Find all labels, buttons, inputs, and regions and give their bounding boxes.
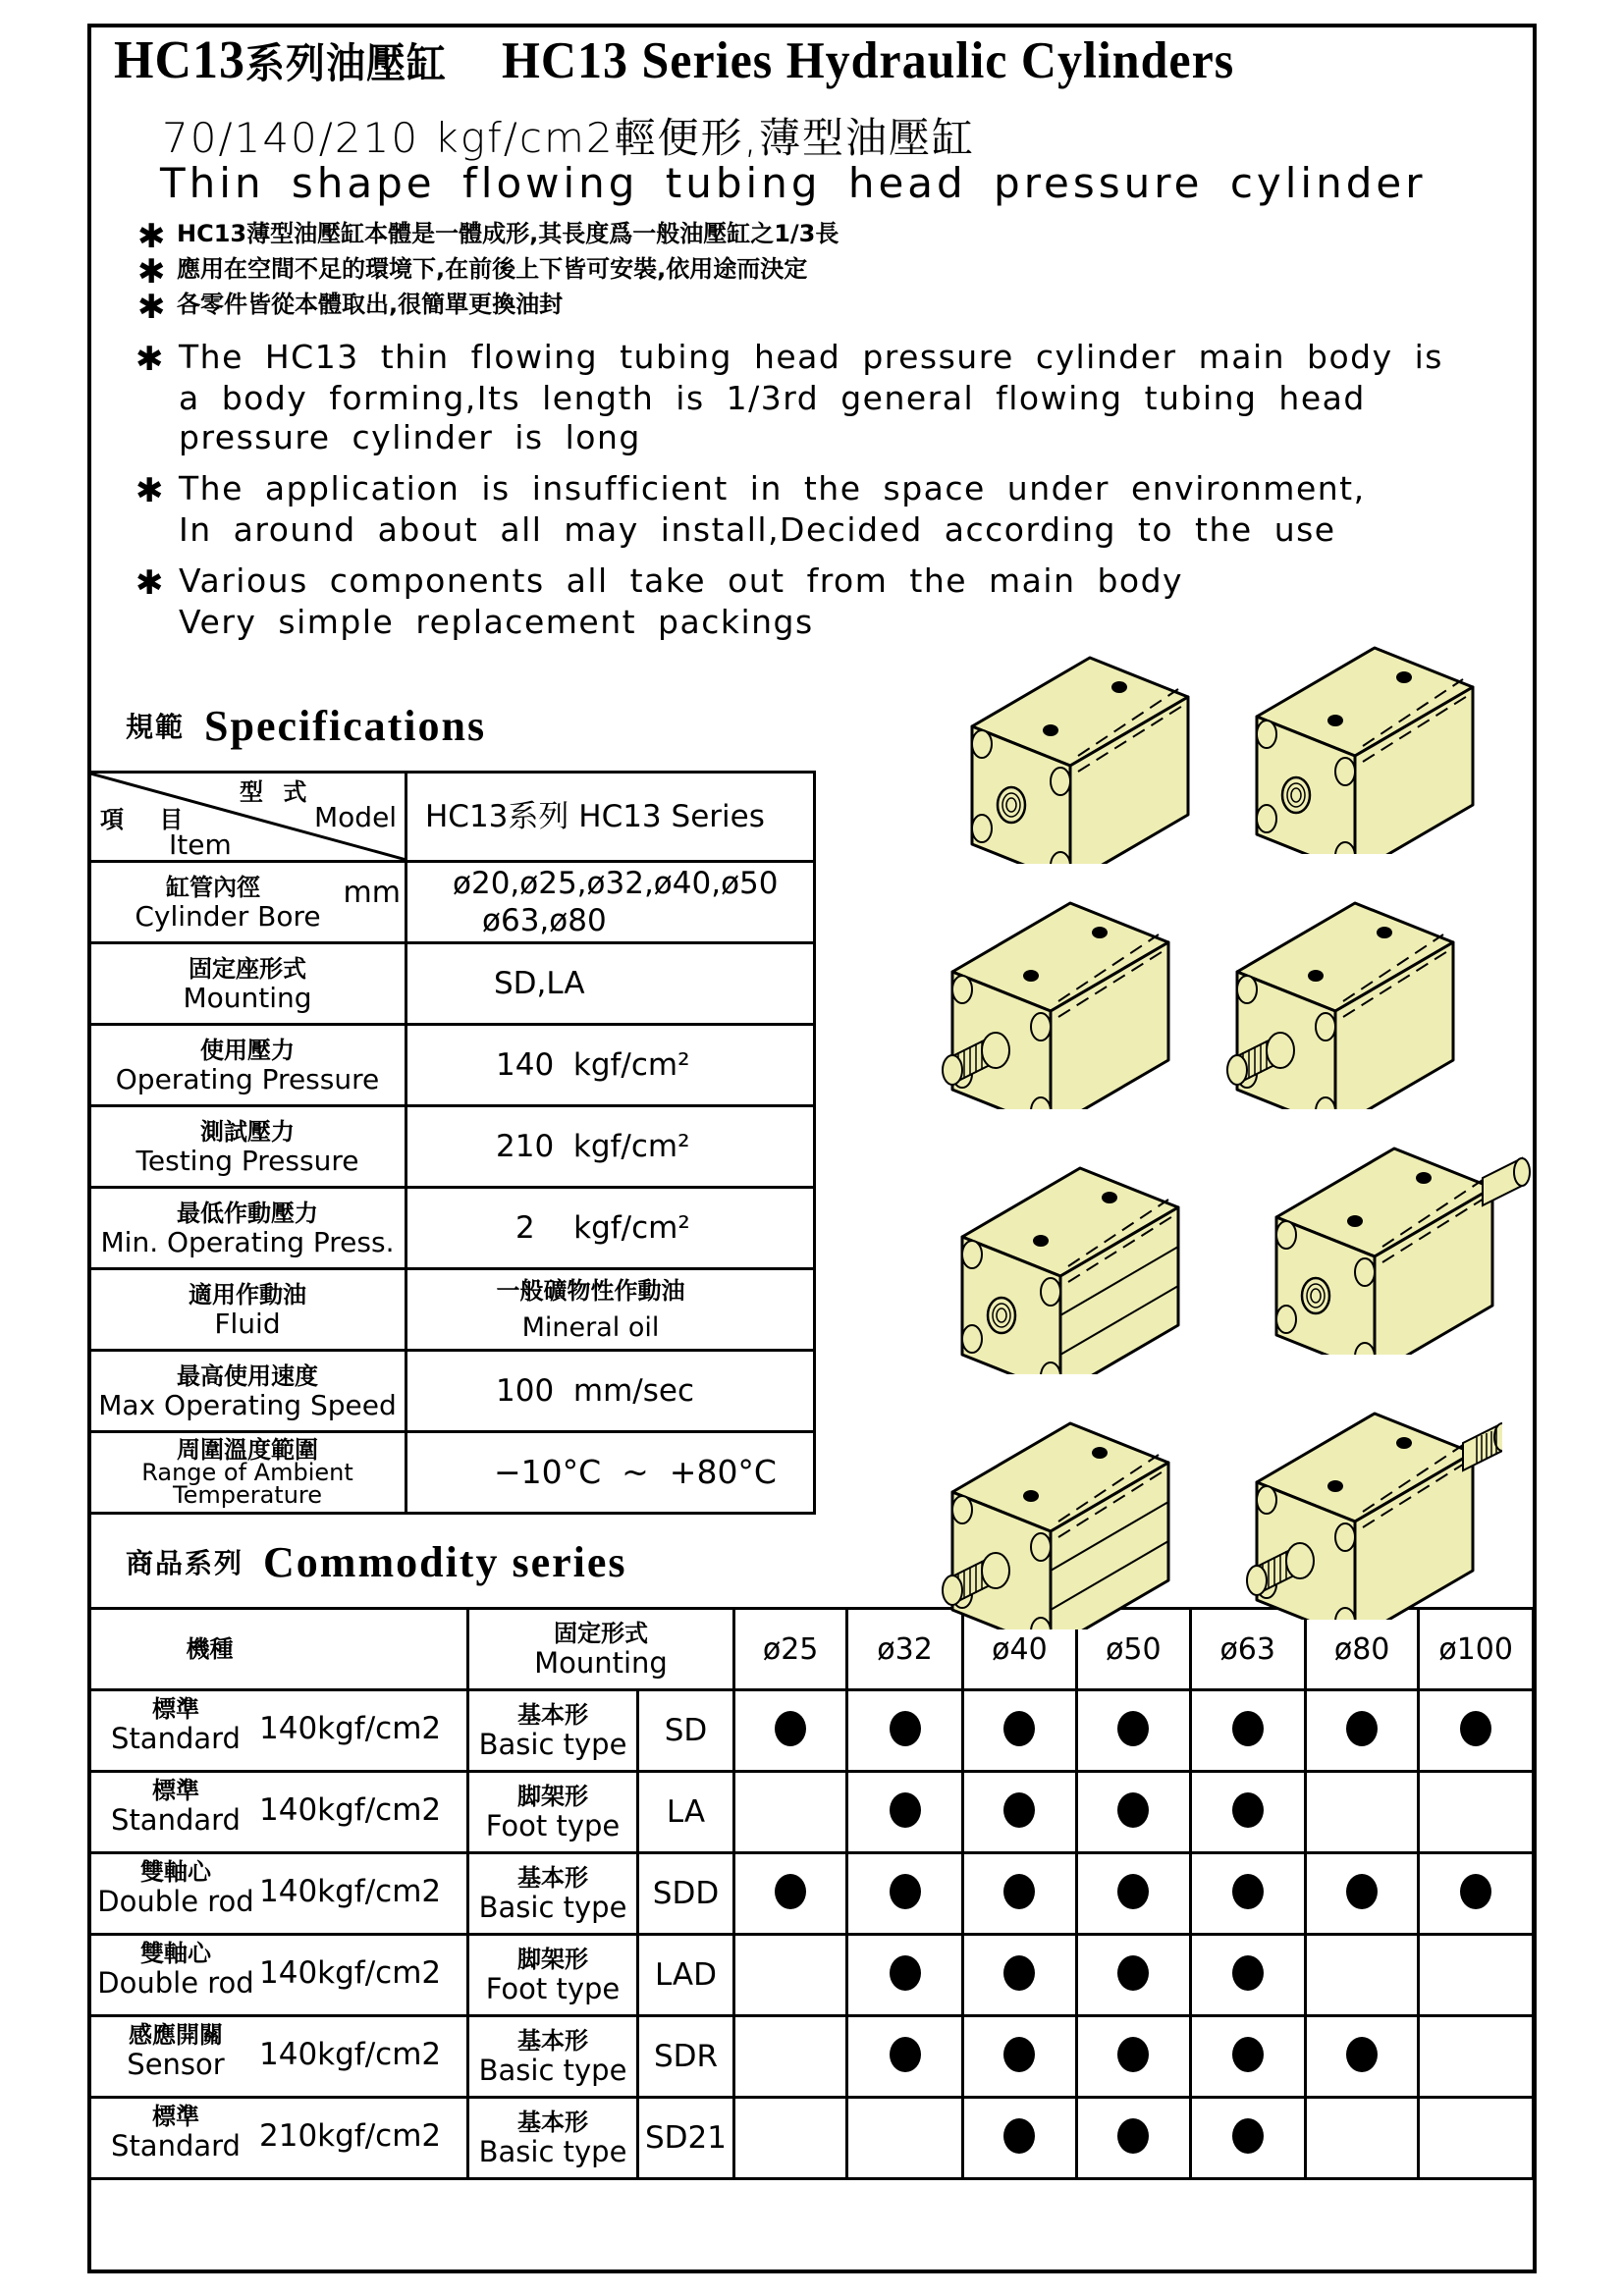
specifications-heading-en: Specifications bbox=[204, 702, 487, 750]
spec-value: 2 kgf/cm² bbox=[406, 1188, 815, 1269]
spec-value-line: ø63,ø80 bbox=[482, 903, 607, 938]
model-pressure: 140kgf/cm2 bbox=[259, 2037, 442, 2072]
available-dot-icon bbox=[1003, 1955, 1035, 1991]
available-dot-icon bbox=[1003, 1711, 1035, 1746]
spec-label-zh: 固定座形式 bbox=[189, 955, 306, 983]
cylinder-drawings bbox=[884, 628, 1532, 1541]
mount-type-zh: 基本形 bbox=[517, 2109, 589, 2136]
cylinder-drawing-icon bbox=[903, 1394, 1198, 1629]
availability-cell bbox=[1190, 1690, 1305, 1772]
mount-type-cell bbox=[468, 2098, 638, 2179]
availability-cell bbox=[1077, 2016, 1190, 2098]
spec-value bbox=[406, 862, 815, 943]
available-dot-icon bbox=[1346, 1711, 1378, 1746]
available-dot-icon bbox=[1346, 1874, 1378, 1909]
mount-type-cell bbox=[468, 1690, 638, 1772]
spec-label-zh: 最高使用速度 bbox=[177, 1362, 318, 1390]
availability-cell bbox=[733, 2016, 846, 2098]
model-cell bbox=[89, 2016, 468, 2098]
item-zh-label: 項 目 bbox=[100, 806, 197, 833]
note-zh bbox=[137, 285, 563, 327]
availability-cell bbox=[1305, 2098, 1418, 2179]
model-cell bbox=[89, 1772, 468, 1853]
commodity-row bbox=[89, 2098, 1534, 2179]
available-dot-icon bbox=[1117, 1711, 1149, 1746]
spec-value-line: 一般礦物性作動油 bbox=[496, 1277, 685, 1305]
model-en-label: Model bbox=[314, 801, 398, 833]
title-model: HC13 bbox=[114, 30, 245, 90]
availability-cell bbox=[1419, 1935, 1534, 2016]
item-en-label: Item bbox=[169, 828, 232, 861]
available-dot-icon bbox=[1460, 1711, 1491, 1746]
spec-value: −10°C ~ +80°C bbox=[406, 1432, 815, 1514]
col-header-bore: ø40 bbox=[962, 1609, 1076, 1690]
spec-label bbox=[89, 1432, 406, 1514]
mount-type-cell bbox=[468, 1935, 638, 2016]
available-dot-icon bbox=[890, 1874, 921, 1909]
spec-row bbox=[89, 943, 815, 1025]
availability-cell bbox=[1419, 1772, 1534, 1853]
availability-cell bbox=[733, 1853, 846, 1935]
availability-cell bbox=[1077, 1935, 1190, 2016]
availability-cell bbox=[847, 1772, 962, 1853]
commodity-row bbox=[89, 1853, 1534, 1935]
availability-cell bbox=[733, 2098, 846, 2179]
available-dot-icon bbox=[1003, 1792, 1035, 1828]
model-type-en: Double rod bbox=[97, 1885, 254, 1918]
mount-code-cell: SDD bbox=[638, 1853, 734, 1935]
spec-value: 140 kgf/cm² bbox=[406, 1025, 815, 1106]
available-dot-icon bbox=[775, 1874, 806, 1909]
col-header-mounting-zh: 固定形式 bbox=[553, 1620, 648, 1647]
availability-cell bbox=[1305, 1772, 1418, 1853]
available-dot-icon bbox=[1232, 1955, 1264, 1991]
commodity-row bbox=[89, 1935, 1534, 2016]
commodity-table bbox=[87, 1607, 1535, 2265]
spec-header-value: HC13系列 HC13 Series bbox=[406, 773, 815, 862]
available-dot-icon bbox=[890, 1955, 921, 1991]
spec-label bbox=[89, 1106, 406, 1188]
subtitle-zh: 70/140/210 kgf/cm2輕便形,薄型油壓缸 bbox=[162, 114, 975, 162]
available-dot-icon bbox=[1232, 1792, 1264, 1828]
availability-cell bbox=[962, 2098, 1076, 2179]
available-dot-icon bbox=[1117, 2037, 1149, 2072]
model-pressure: 140kgf/cm2 bbox=[259, 1711, 442, 1746]
note-en-line: The application is insufficient in the space under environment, bbox=[179, 469, 1366, 507]
mount-type-en: Basic type bbox=[478, 2054, 627, 2087]
mount-type-cell bbox=[468, 1853, 638, 1935]
note-en-line: The HC13 thin flowing tubing head pressure cylinder main body is bbox=[179, 338, 1443, 376]
model-cell bbox=[89, 1853, 468, 1935]
title-en: HC13 Series Hydraulic Cylinders bbox=[502, 30, 1235, 89]
spec-label bbox=[89, 1269, 406, 1351]
spec-label-zh: 缸管內徑 bbox=[166, 874, 260, 901]
availability-cell bbox=[1190, 1853, 1305, 1935]
spec-row bbox=[89, 862, 815, 943]
availability-cell bbox=[1077, 2098, 1190, 2179]
mount-type-en: Foot type bbox=[485, 1809, 621, 1842]
model-type-zh: 標準 bbox=[152, 1695, 199, 1723]
available-dot-icon bbox=[890, 2037, 921, 2072]
spec-label-en: Max Operating Speed bbox=[98, 1389, 397, 1421]
note-zh-text: 各零件皆從本體取出,很簡單更換油封 bbox=[177, 291, 564, 318]
availability-cell bbox=[962, 2016, 1076, 2098]
note-zh-text: HC13薄型油壓缸本體是一體成形,其長度爲一般油壓缸之1/3長 bbox=[177, 220, 839, 247]
asterisk-icon: ✱ bbox=[135, 340, 165, 379]
availability-cell bbox=[847, 1935, 962, 2016]
availability-cell bbox=[962, 1853, 1076, 1935]
spec-label bbox=[89, 1025, 406, 1106]
col-header-model-zh: 機種 bbox=[186, 1635, 234, 1663]
availability-cell bbox=[733, 1690, 846, 1772]
availability-cell bbox=[1190, 1772, 1305, 1853]
col-header-bore: ø100 bbox=[1419, 1609, 1534, 1690]
mount-type-zh: 脚架形 bbox=[517, 1946, 589, 1973]
model-type-en: Double rod bbox=[97, 1966, 254, 2000]
asterisk-icon: ✱ bbox=[137, 288, 166, 327]
mount-code-cell: SDR bbox=[638, 2016, 734, 2098]
spec-label-en: Mounting bbox=[183, 982, 312, 1014]
available-dot-icon bbox=[1232, 1874, 1264, 1909]
spec-row bbox=[89, 1351, 815, 1432]
available-dot-icon bbox=[1346, 2037, 1378, 2072]
availability-cell bbox=[1077, 1853, 1190, 1935]
commodity-heading-zh: 商品系列 bbox=[126, 1547, 244, 1579]
spec-label-zh: 周圍溫度範圍 bbox=[177, 1436, 318, 1464]
availability-cell bbox=[962, 1772, 1076, 1853]
spec-header-row bbox=[89, 773, 815, 862]
availability-cell bbox=[1077, 1690, 1190, 1772]
model-pressure: 140kgf/cm2 bbox=[259, 1874, 442, 1909]
model-pressure: 140kgf/cm2 bbox=[259, 1955, 442, 1991]
spec-label bbox=[89, 1351, 406, 1432]
spec-label-zh: 適用作動油 bbox=[189, 1281, 306, 1308]
col-header-mounting bbox=[468, 1609, 734, 1690]
spec-label-en: Temperature bbox=[172, 1481, 323, 1509]
spec-value bbox=[406, 1269, 815, 1351]
mount-type-cell bbox=[468, 1772, 638, 1853]
availability-cell bbox=[847, 2098, 962, 2179]
col-header-bore: ø25 bbox=[733, 1609, 846, 1690]
available-dot-icon bbox=[1117, 1792, 1149, 1828]
mount-code-cell: LA bbox=[638, 1772, 734, 1853]
spec-row bbox=[89, 1188, 815, 1269]
model-pressure: 210kgf/cm2 bbox=[259, 2118, 442, 2154]
model-type-en: Standard bbox=[111, 1803, 241, 1837]
available-dot-icon bbox=[1117, 1955, 1149, 1991]
col-header-bore: ø80 bbox=[1305, 1609, 1418, 1690]
availability-cell bbox=[1305, 1690, 1418, 1772]
spec-label-zh: 最低作動壓力 bbox=[177, 1200, 318, 1227]
spec-label-en: Testing Pressure bbox=[135, 1145, 359, 1177]
model-type-zh: 雙軸心 bbox=[140, 1940, 211, 1967]
subtitle-en: Thin shape flowing tubing head pressure cylinder bbox=[160, 159, 1427, 207]
availability-cell bbox=[1419, 1853, 1534, 1935]
available-dot-icon bbox=[1003, 2118, 1035, 2154]
availability-cell bbox=[1190, 1935, 1305, 2016]
note-en-line: Various components all take out from the main body bbox=[179, 561, 1184, 600]
spec-unit: mm bbox=[343, 876, 401, 910]
spec-label bbox=[89, 943, 406, 1025]
col-header-model bbox=[89, 1609, 468, 1690]
model-zh-label: 型 式 bbox=[240, 778, 313, 806]
note-en bbox=[135, 338, 1443, 457]
availability-cell bbox=[1077, 1772, 1190, 1853]
mount-type-cell bbox=[468, 2016, 638, 2098]
spec-value: 210 kgf/cm² bbox=[406, 1106, 815, 1188]
spec-row bbox=[89, 1025, 815, 1106]
spec-value-line: ø20,ø25,ø32,ø40,ø50 bbox=[453, 866, 779, 901]
note-en bbox=[135, 469, 1366, 550]
empty-footer-cell bbox=[89, 2179, 1534, 2266]
commodity-row bbox=[89, 1690, 1534, 1772]
availability-cell bbox=[1305, 2016, 1418, 2098]
col-header-bore: ø50 bbox=[1077, 1609, 1190, 1690]
model-type-zh: 標準 bbox=[152, 1777, 199, 1804]
mount-code-cell: SD21 bbox=[638, 2098, 734, 2179]
availability-cell bbox=[1305, 1935, 1418, 2016]
model-cell bbox=[89, 1690, 468, 1772]
asterisk-icon: ✱ bbox=[137, 252, 166, 292]
mount-code-cell: SD bbox=[638, 1690, 734, 1772]
availability-cell bbox=[1190, 2016, 1305, 2098]
mount-type-en: Basic type bbox=[478, 1891, 627, 1924]
availability-cell bbox=[962, 1935, 1076, 2016]
mount-type-zh: 基本形 bbox=[517, 2027, 589, 2055]
available-dot-icon bbox=[1232, 2037, 1264, 2072]
page-title bbox=[114, 30, 1234, 91]
model-type-en: Standard bbox=[111, 1722, 241, 1755]
mount-type-en: Foot type bbox=[485, 1972, 621, 2005]
availability-cell bbox=[733, 1772, 846, 1853]
availability-cell bbox=[1190, 2098, 1305, 2179]
note-en-line: In around about all may install,Decided according to the use bbox=[179, 510, 1336, 549]
availability-cell bbox=[1419, 2016, 1534, 2098]
mount-type-en: Basic type bbox=[478, 1728, 627, 1761]
availability-cell bbox=[847, 1853, 962, 1935]
spec-row bbox=[89, 1106, 815, 1188]
available-dot-icon bbox=[1003, 1874, 1035, 1909]
spec-label-en: Cylinder Bore bbox=[135, 900, 321, 933]
commodity-heading-en: Commodity series bbox=[263, 1538, 627, 1586]
spec-label-en: Range of Ambient bbox=[141, 1459, 353, 1486]
mount-type-zh: 基本形 bbox=[517, 1864, 589, 1892]
availability-cell bbox=[1419, 2098, 1534, 2179]
spec-label-en: Min. Operating Press. bbox=[100, 1226, 395, 1258]
availability-cell bbox=[733, 1935, 846, 2016]
spec-label bbox=[89, 1188, 406, 1269]
availability-cell bbox=[962, 1690, 1076, 1772]
mount-type-en: Basic type bbox=[478, 2135, 627, 2168]
model-type-en: Sensor bbox=[127, 2048, 225, 2081]
spec-row bbox=[89, 1432, 815, 1514]
col-header-mounting-en: Mounting bbox=[534, 1646, 668, 1680]
mount-type-zh: 脚架形 bbox=[517, 1783, 589, 1810]
available-dot-icon bbox=[1232, 2118, 1264, 2154]
spec-value: 100 mm/sec bbox=[406, 1351, 815, 1432]
spec-label-en: Fluid bbox=[214, 1308, 281, 1340]
spec-label bbox=[89, 862, 406, 943]
specifications-heading-zh: 規範 bbox=[126, 711, 186, 743]
asterisk-icon: ✱ bbox=[137, 217, 166, 256]
available-dot-icon bbox=[1117, 1874, 1149, 1909]
model-type-zh: 標準 bbox=[152, 2103, 199, 2130]
cylinder-drawing-icon bbox=[1208, 1384, 1502, 1620]
cylinder-drawing-icon bbox=[943, 628, 1237, 864]
model-type-zh: 雙軸心 bbox=[140, 1858, 211, 1886]
commodity-heading bbox=[126, 1537, 627, 1587]
available-dot-icon bbox=[1460, 1874, 1491, 1909]
spec-label-zh: 測試壓力 bbox=[200, 1118, 295, 1146]
note-zh-text: 應用在空間不足的環境下,在前後上下皆可安裝,依用途而決定 bbox=[177, 255, 808, 283]
spec-row bbox=[89, 1269, 815, 1351]
cylinder-drawing-icon bbox=[933, 1139, 1227, 1374]
commodity-empty-footer-row bbox=[89, 2179, 1534, 2266]
model-cell bbox=[89, 1935, 468, 2016]
availability-cell bbox=[1419, 1690, 1534, 1772]
cylinder-drawing-icon bbox=[903, 874, 1198, 1109]
spec-value-line: Mineral oil bbox=[521, 1312, 660, 1343]
col-header-bore: ø63 bbox=[1190, 1609, 1305, 1690]
model-cell bbox=[89, 2098, 468, 2179]
col-header-bore: ø32 bbox=[847, 1609, 962, 1690]
available-dot-icon bbox=[1232, 1711, 1264, 1746]
model-type-zh: 感應開關 bbox=[129, 2021, 223, 2049]
availability-cell bbox=[1305, 1853, 1418, 1935]
available-dot-icon bbox=[775, 1711, 806, 1746]
cylinder-drawing-icon bbox=[1227, 618, 1522, 854]
model-type-en: Standard bbox=[111, 2129, 241, 2163]
model-pressure: 140kgf/cm2 bbox=[259, 1792, 442, 1828]
commodity-row bbox=[89, 2016, 1534, 2098]
available-dot-icon bbox=[890, 1792, 921, 1828]
spec-label-zh: 使用壓力 bbox=[200, 1037, 295, 1064]
mount-type-zh: 基本形 bbox=[517, 1701, 589, 1729]
availability-cell bbox=[847, 2016, 962, 2098]
asterisk-icon: ✱ bbox=[135, 471, 165, 510]
cylinder-drawing-icon bbox=[1247, 1119, 1542, 1355]
note-en-line: Very simple replacement packings bbox=[179, 603, 814, 641]
spec-header-diagonal-cell bbox=[89, 773, 406, 862]
available-dot-icon bbox=[1003, 2037, 1035, 2072]
asterisk-icon: ✱ bbox=[135, 563, 165, 603]
note-en-line: pressure cylinder is long bbox=[179, 418, 641, 456]
availability-cell bbox=[847, 1690, 962, 1772]
commodity-header-row bbox=[89, 1609, 1534, 1690]
specifications-table bbox=[87, 771, 816, 1515]
commodity-row bbox=[89, 1772, 1534, 1853]
available-dot-icon bbox=[1117, 2118, 1149, 2154]
spec-label-en: Operating Pressure bbox=[115, 1063, 380, 1095]
specifications-heading bbox=[126, 701, 486, 751]
note-en-line: a body forming,Its length is 1/3rd general flowing tubing head bbox=[179, 379, 1366, 417]
cylinder-drawing-icon bbox=[1188, 874, 1483, 1109]
available-dot-icon bbox=[890, 1711, 921, 1746]
title-zh: 系列油壓缸 bbox=[245, 40, 447, 88]
mount-code-cell: LAD bbox=[638, 1935, 734, 2016]
spec-value: SD,LA bbox=[406, 943, 815, 1025]
